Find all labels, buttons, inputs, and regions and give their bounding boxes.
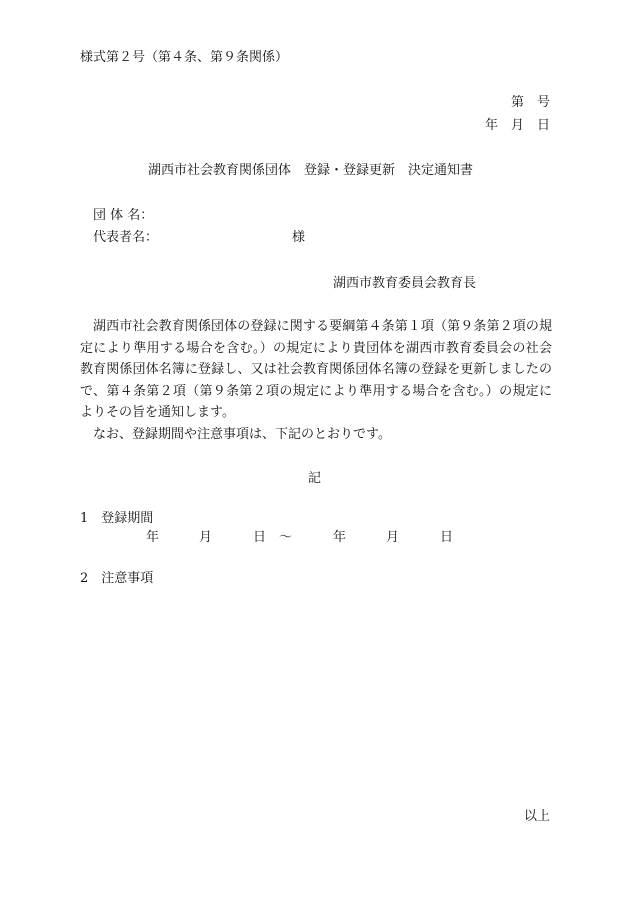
period-end-year: 年 [333, 530, 347, 545]
item1-heading: 1 登録期間 [80, 511, 154, 526]
period-start-day: 日 [253, 530, 267, 545]
document-title: 湖西市社会教育関係団体 登録・登録更新 決定通知書 [148, 163, 474, 178]
closing-ijo: 以上 [523, 809, 550, 824]
period-end-day: 日 [440, 530, 454, 545]
form-label: 様式第２号（第４条、第９条関係） [80, 50, 289, 65]
period-tilde: ～ [279, 530, 293, 545]
body-text [80, 316, 552, 445]
period-start-year: 年 [146, 530, 160, 545]
period-end-month: 月 [386, 530, 400, 545]
item2-heading: 2 注意事項 [80, 571, 154, 586]
body-paragraph-2: なお、登録期間や注意事項は、下記のとおりです。 [93, 426, 391, 442]
issuer: 湖西市教育委員会教育長 [333, 276, 477, 291]
body-paragraph-1: 湖西市社会教育関係団体の登録に関する要綱第４条第１項（第９条第２項の規定により準用する場合を含む。）の規定により貴団体を湖西市教育委員会の社会教育関係団体名簿に登録し、又は社会教育関係団体名簿の登録を更新しましたので、第４条第２項（第９条第２項の規定により準用する場合を含む。）の規定によりその旨を通知します。 [80, 319, 552, 420]
document-number: 第 号 [510, 95, 550, 110]
honorific-sama: 様 [292, 230, 306, 245]
document-date: 年 月 日 [484, 118, 550, 133]
ki-heading: 記 [308, 471, 322, 486]
representative-label: 代表者名： [93, 230, 159, 245]
period-start-month: 月 [199, 530, 213, 545]
group-name-label: 団 体 名： [93, 208, 154, 223]
